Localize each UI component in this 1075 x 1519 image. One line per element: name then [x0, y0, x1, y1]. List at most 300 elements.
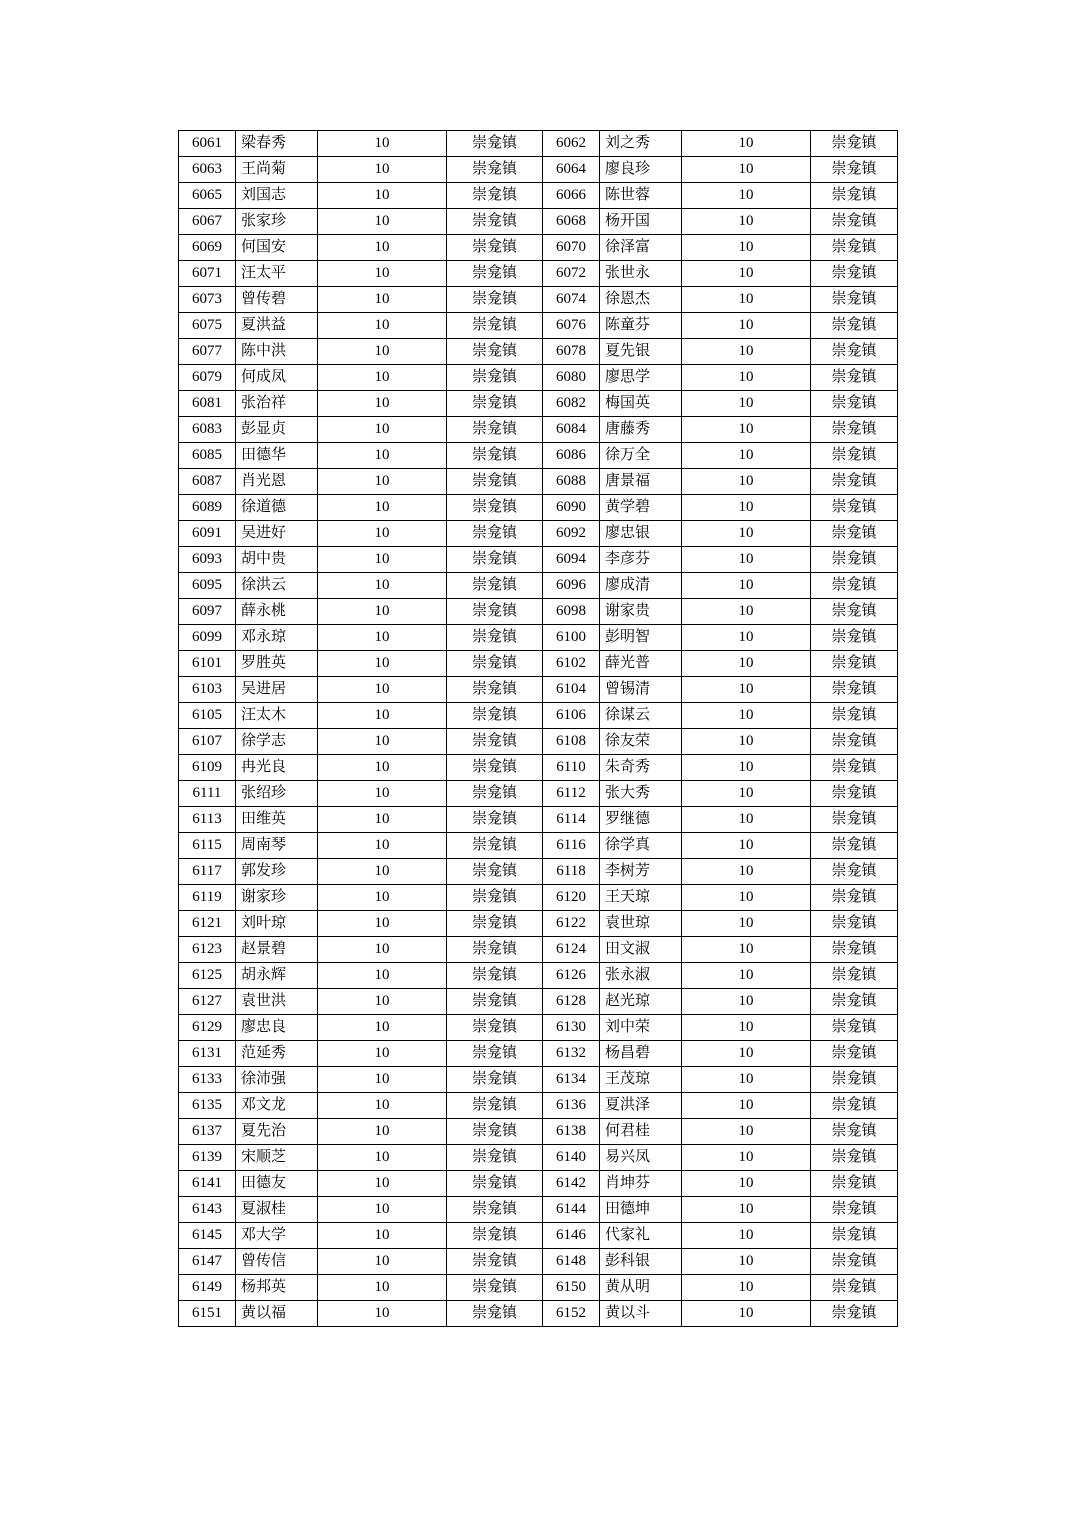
town-cell: 崇龛镇 [447, 807, 543, 833]
amount-cell: 10 [682, 677, 811, 703]
id-cell: 6119 [179, 885, 236, 911]
name-cell: 唐藤秀 [600, 417, 682, 443]
town-cell: 崇龛镇 [447, 1093, 543, 1119]
town-cell: 崇龛镇 [811, 261, 898, 287]
id-cell: 6084 [543, 417, 600, 443]
town-cell: 崇龛镇 [447, 1119, 543, 1145]
amount-cell: 10 [318, 833, 447, 859]
id-cell: 6074 [543, 287, 600, 313]
id-cell: 6079 [179, 365, 236, 391]
amount-cell: 10 [318, 417, 447, 443]
id-cell: 6087 [179, 469, 236, 495]
town-cell: 崇龛镇 [447, 417, 543, 443]
town-cell: 崇龛镇 [447, 677, 543, 703]
name-cell: 徐学志 [236, 729, 318, 755]
amount-cell: 10 [682, 131, 811, 157]
table-row [179, 131, 898, 157]
amount-cell: 10 [682, 261, 811, 287]
amount-cell: 10 [682, 573, 811, 599]
name-cell: 杨昌碧 [600, 1041, 682, 1067]
town-cell: 崇龛镇 [811, 859, 898, 885]
amount-cell: 10 [318, 183, 447, 209]
name-cell: 廖成清 [600, 573, 682, 599]
town-cell: 崇龛镇 [811, 885, 898, 911]
table-row [179, 443, 898, 469]
town-cell: 崇龛镇 [447, 989, 543, 1015]
name-cell: 肖光恩 [236, 469, 318, 495]
table-row [179, 755, 898, 781]
name-cell: 徐洪云 [236, 573, 318, 599]
amount-cell: 10 [682, 1223, 811, 1249]
town-cell: 崇龛镇 [447, 1249, 543, 1275]
id-cell: 6132 [543, 1041, 600, 1067]
id-cell: 6147 [179, 1249, 236, 1275]
table-row [179, 1249, 898, 1275]
id-cell: 6088 [543, 469, 600, 495]
town-cell: 崇龛镇 [811, 755, 898, 781]
id-cell: 6067 [179, 209, 236, 235]
id-cell: 6115 [179, 833, 236, 859]
id-cell: 6061 [179, 131, 236, 157]
amount-cell: 10 [318, 937, 447, 963]
id-cell: 6086 [543, 443, 600, 469]
id-cell: 6092 [543, 521, 600, 547]
town-cell: 崇龛镇 [447, 703, 543, 729]
name-cell: 彭显贞 [236, 417, 318, 443]
name-cell: 徐友荣 [600, 729, 682, 755]
id-cell: 6126 [543, 963, 600, 989]
amount-cell: 10 [318, 1301, 447, 1327]
name-cell: 徐泽富 [600, 235, 682, 261]
amount-cell: 10 [682, 1171, 811, 1197]
town-cell: 崇龛镇 [811, 625, 898, 651]
name-cell: 张永淑 [600, 963, 682, 989]
amount-cell: 10 [318, 287, 447, 313]
amount-cell: 10 [682, 1015, 811, 1041]
town-cell: 崇龛镇 [811, 547, 898, 573]
amount-cell: 10 [318, 443, 447, 469]
amount-cell: 10 [682, 235, 811, 261]
table-row [179, 469, 898, 495]
name-cell: 赵景碧 [236, 937, 318, 963]
town-cell: 崇龛镇 [811, 1223, 898, 1249]
name-cell: 王尚菊 [236, 157, 318, 183]
id-cell: 6062 [543, 131, 600, 157]
amount-cell: 10 [682, 339, 811, 365]
town-cell: 崇龛镇 [447, 1041, 543, 1067]
amount-cell: 10 [318, 599, 447, 625]
id-cell: 6075 [179, 313, 236, 339]
town-cell: 崇龛镇 [447, 1145, 543, 1171]
id-cell: 6065 [179, 183, 236, 209]
town-cell: 崇龛镇 [811, 1015, 898, 1041]
table-row [179, 677, 898, 703]
table-row [179, 1067, 898, 1093]
town-cell: 崇龛镇 [811, 651, 898, 677]
name-cell: 徐谋云 [600, 703, 682, 729]
town-cell: 崇龛镇 [811, 1275, 898, 1301]
id-cell: 6124 [543, 937, 600, 963]
name-cell: 张绍珍 [236, 781, 318, 807]
name-cell: 徐恩杰 [600, 287, 682, 313]
table-row [179, 1171, 898, 1197]
name-cell: 刘之秀 [600, 131, 682, 157]
town-cell: 崇龛镇 [811, 911, 898, 937]
town-cell: 崇龛镇 [811, 391, 898, 417]
name-cell: 夏淑桂 [236, 1197, 318, 1223]
id-cell: 6109 [179, 755, 236, 781]
id-cell: 6125 [179, 963, 236, 989]
town-cell: 崇龛镇 [447, 131, 543, 157]
id-cell: 6094 [543, 547, 600, 573]
table-row [179, 1197, 898, 1223]
id-cell: 6108 [543, 729, 600, 755]
amount-cell: 10 [318, 1093, 447, 1119]
id-cell: 6112 [543, 781, 600, 807]
id-cell: 6148 [543, 1249, 600, 1275]
id-cell: 6106 [543, 703, 600, 729]
table-row [179, 495, 898, 521]
id-cell: 6145 [179, 1223, 236, 1249]
amount-cell: 10 [682, 625, 811, 651]
id-cell: 6100 [543, 625, 600, 651]
town-cell: 崇龛镇 [811, 1249, 898, 1275]
amount-cell: 10 [682, 1093, 811, 1119]
id-cell: 6150 [543, 1275, 600, 1301]
id-cell: 6133 [179, 1067, 236, 1093]
town-cell: 崇龛镇 [811, 495, 898, 521]
amount-cell: 10 [682, 1197, 811, 1223]
amount-cell: 10 [318, 755, 447, 781]
table-row [179, 521, 898, 547]
amount-cell: 10 [318, 963, 447, 989]
table-row [179, 1041, 898, 1067]
id-cell: 6149 [179, 1275, 236, 1301]
table-row [179, 1275, 898, 1301]
id-cell: 6073 [179, 287, 236, 313]
amount-cell: 10 [318, 313, 447, 339]
amount-cell: 10 [682, 859, 811, 885]
name-cell: 胡中贵 [236, 547, 318, 573]
town-cell: 崇龛镇 [811, 365, 898, 391]
id-cell: 6090 [543, 495, 600, 521]
town-cell: 崇龛镇 [447, 963, 543, 989]
amount-cell: 10 [318, 1145, 447, 1171]
amount-cell: 10 [318, 625, 447, 651]
name-cell: 王茂琼 [600, 1067, 682, 1093]
town-cell: 崇龛镇 [447, 1223, 543, 1249]
amount-cell: 10 [318, 677, 447, 703]
table-row [179, 1145, 898, 1171]
name-cell: 吴进居 [236, 677, 318, 703]
town-cell: 崇龛镇 [447, 1197, 543, 1223]
id-cell: 6113 [179, 807, 236, 833]
amount-cell: 10 [318, 703, 447, 729]
name-cell: 代家礼 [600, 1223, 682, 1249]
id-cell: 6140 [543, 1145, 600, 1171]
amount-cell: 10 [682, 911, 811, 937]
id-cell: 6142 [543, 1171, 600, 1197]
id-cell: 6064 [543, 157, 600, 183]
name-cell: 何君桂 [600, 1119, 682, 1145]
table-row [179, 1301, 898, 1327]
name-cell: 黄学碧 [600, 495, 682, 521]
table-row [179, 573, 898, 599]
amount-cell: 10 [318, 1275, 447, 1301]
name-cell: 梅国英 [600, 391, 682, 417]
town-cell: 崇龛镇 [447, 1067, 543, 1093]
town-cell: 崇龛镇 [811, 417, 898, 443]
id-cell: 6091 [179, 521, 236, 547]
town-cell: 崇龛镇 [447, 1275, 543, 1301]
name-cell: 谢家珍 [236, 885, 318, 911]
name-cell: 何国安 [236, 235, 318, 261]
name-cell: 王天琼 [600, 885, 682, 911]
amount-cell: 10 [682, 703, 811, 729]
table-row [179, 599, 898, 625]
table-row [179, 651, 898, 677]
name-cell: 胡永辉 [236, 963, 318, 989]
amount-cell: 10 [318, 469, 447, 495]
id-cell: 6085 [179, 443, 236, 469]
id-cell: 6070 [543, 235, 600, 261]
amount-cell: 10 [318, 547, 447, 573]
id-cell: 6120 [543, 885, 600, 911]
amount-cell: 10 [682, 651, 811, 677]
name-cell: 夏洪泽 [600, 1093, 682, 1119]
id-cell: 6137 [179, 1119, 236, 1145]
name-cell: 谢家贵 [600, 599, 682, 625]
id-cell: 6107 [179, 729, 236, 755]
id-cell: 6097 [179, 599, 236, 625]
name-cell: 彭明智 [600, 625, 682, 651]
amount-cell: 10 [318, 1171, 447, 1197]
name-cell: 唐景福 [600, 469, 682, 495]
name-cell: 袁世洪 [236, 989, 318, 1015]
amount-cell: 10 [682, 547, 811, 573]
amount-cell: 10 [318, 781, 447, 807]
name-cell: 彭科银 [600, 1249, 682, 1275]
table-row [179, 807, 898, 833]
amount-cell: 10 [682, 157, 811, 183]
town-cell: 崇龛镇 [811, 131, 898, 157]
town-cell: 崇龛镇 [447, 495, 543, 521]
name-cell: 邓文龙 [236, 1093, 318, 1119]
id-cell: 6131 [179, 1041, 236, 1067]
amount-cell: 10 [318, 365, 447, 391]
amount-cell: 10 [318, 1041, 447, 1067]
id-cell: 6066 [543, 183, 600, 209]
name-cell: 李树芳 [600, 859, 682, 885]
amount-cell: 10 [682, 1067, 811, 1093]
amount-cell: 10 [682, 807, 811, 833]
id-cell: 6071 [179, 261, 236, 287]
table-row [179, 729, 898, 755]
name-cell: 郭发珍 [236, 859, 318, 885]
amount-cell: 10 [318, 651, 447, 677]
id-cell: 6151 [179, 1301, 236, 1327]
name-cell: 肖坤芬 [600, 1171, 682, 1197]
id-cell: 6098 [543, 599, 600, 625]
name-cell: 刘中荣 [600, 1015, 682, 1041]
id-cell: 6076 [543, 313, 600, 339]
id-cell: 6105 [179, 703, 236, 729]
town-cell: 崇龛镇 [811, 1197, 898, 1223]
table-row [179, 1015, 898, 1041]
town-cell: 崇龛镇 [811, 937, 898, 963]
table-row [179, 391, 898, 417]
name-cell: 黄从明 [600, 1275, 682, 1301]
table-row [179, 833, 898, 859]
town-cell: 崇龛镇 [811, 573, 898, 599]
amount-cell: 10 [682, 781, 811, 807]
amount-cell: 10 [682, 313, 811, 339]
town-cell: 崇龛镇 [811, 1041, 898, 1067]
town-cell: 崇龛镇 [811, 807, 898, 833]
town-cell: 崇龛镇 [447, 625, 543, 651]
table-row [179, 157, 898, 183]
id-cell: 6082 [543, 391, 600, 417]
amount-cell: 10 [318, 1249, 447, 1275]
name-cell: 陈童芬 [600, 313, 682, 339]
town-cell: 崇龛镇 [447, 1301, 543, 1327]
name-cell: 田文淑 [600, 937, 682, 963]
amount-cell: 10 [682, 729, 811, 755]
amount-cell: 10 [682, 391, 811, 417]
name-cell: 邓大学 [236, 1223, 318, 1249]
name-cell: 汪太平 [236, 261, 318, 287]
town-cell: 崇龛镇 [447, 547, 543, 573]
table-row [179, 781, 898, 807]
town-cell: 崇龛镇 [447, 911, 543, 937]
id-cell: 6152 [543, 1301, 600, 1327]
amount-cell: 10 [318, 209, 447, 235]
amount-cell: 10 [682, 1301, 811, 1327]
town-cell: 崇龛镇 [811, 313, 898, 339]
id-cell: 6114 [543, 807, 600, 833]
id-cell: 6063 [179, 157, 236, 183]
town-cell: 崇龛镇 [811, 833, 898, 859]
table-row [179, 989, 898, 1015]
amount-cell: 10 [682, 1041, 811, 1067]
amount-cell: 10 [682, 755, 811, 781]
table-row [179, 885, 898, 911]
amount-cell: 10 [318, 339, 447, 365]
table-row [179, 313, 898, 339]
amount-cell: 10 [318, 885, 447, 911]
name-cell: 陈世蓉 [600, 183, 682, 209]
town-cell: 崇龛镇 [447, 885, 543, 911]
name-cell: 杨开国 [600, 209, 682, 235]
name-cell: 梁春秀 [236, 131, 318, 157]
town-cell: 崇龛镇 [447, 313, 543, 339]
name-cell: 朱奇秀 [600, 755, 682, 781]
town-cell: 崇龛镇 [447, 781, 543, 807]
amount-cell: 10 [682, 495, 811, 521]
name-cell: 薛光普 [600, 651, 682, 677]
town-cell: 崇龛镇 [447, 937, 543, 963]
id-cell: 6104 [543, 677, 600, 703]
amount-cell: 10 [318, 261, 447, 287]
id-cell: 6122 [543, 911, 600, 937]
id-cell: 6081 [179, 391, 236, 417]
town-cell: 崇龛镇 [811, 1067, 898, 1093]
town-cell: 崇龛镇 [447, 287, 543, 313]
town-cell: 崇龛镇 [447, 833, 543, 859]
table-row [179, 235, 898, 261]
amount-cell: 10 [318, 131, 447, 157]
id-cell: 6141 [179, 1171, 236, 1197]
amount-cell: 10 [682, 365, 811, 391]
name-cell: 廖思学 [600, 365, 682, 391]
id-cell: 6136 [543, 1093, 600, 1119]
name-cell: 黄以斗 [600, 1301, 682, 1327]
town-cell: 崇龛镇 [447, 1171, 543, 1197]
town-cell: 崇龛镇 [447, 157, 543, 183]
id-cell: 6089 [179, 495, 236, 521]
name-cell: 宋顺芝 [236, 1145, 318, 1171]
town-cell: 崇龛镇 [447, 365, 543, 391]
id-cell: 6080 [543, 365, 600, 391]
amount-cell: 10 [318, 859, 447, 885]
name-cell: 周南琴 [236, 833, 318, 859]
town-cell: 崇龛镇 [447, 261, 543, 287]
name-cell: 刘国志 [236, 183, 318, 209]
name-cell: 张世永 [600, 261, 682, 287]
name-cell: 田德友 [236, 1171, 318, 1197]
id-cell: 6099 [179, 625, 236, 651]
name-cell: 夏洪益 [236, 313, 318, 339]
name-cell: 曾传碧 [236, 287, 318, 313]
id-cell: 6077 [179, 339, 236, 365]
id-cell: 6095 [179, 573, 236, 599]
table-row [179, 339, 898, 365]
table-row [179, 365, 898, 391]
amount-cell: 10 [682, 1145, 811, 1171]
id-cell: 6144 [543, 1197, 600, 1223]
table-row [179, 625, 898, 651]
town-cell: 崇龛镇 [811, 469, 898, 495]
table-row [179, 859, 898, 885]
name-cell: 田维英 [236, 807, 318, 833]
name-cell: 罗胜英 [236, 651, 318, 677]
town-cell: 崇龛镇 [811, 209, 898, 235]
id-cell: 6111 [179, 781, 236, 807]
town-cell: 崇龛镇 [447, 521, 543, 547]
amount-cell: 10 [318, 157, 447, 183]
name-cell: 黄以福 [236, 1301, 318, 1327]
id-cell: 6121 [179, 911, 236, 937]
town-cell: 崇龛镇 [447, 1015, 543, 1041]
amount-cell: 10 [682, 521, 811, 547]
id-cell: 6128 [543, 989, 600, 1015]
town-cell: 崇龛镇 [811, 1093, 898, 1119]
id-cell: 6110 [543, 755, 600, 781]
town-cell: 崇龛镇 [811, 443, 898, 469]
id-cell: 6103 [179, 677, 236, 703]
town-cell: 崇龛镇 [447, 183, 543, 209]
amount-cell: 10 [682, 885, 811, 911]
id-cell: 6116 [543, 833, 600, 859]
id-cell: 6078 [543, 339, 600, 365]
name-cell: 田德华 [236, 443, 318, 469]
name-cell: 易兴凤 [600, 1145, 682, 1171]
amount-cell: 10 [682, 1249, 811, 1275]
table-row [179, 209, 898, 235]
id-cell: 6143 [179, 1197, 236, 1223]
town-cell: 崇龛镇 [447, 391, 543, 417]
town-cell: 崇龛镇 [447, 859, 543, 885]
